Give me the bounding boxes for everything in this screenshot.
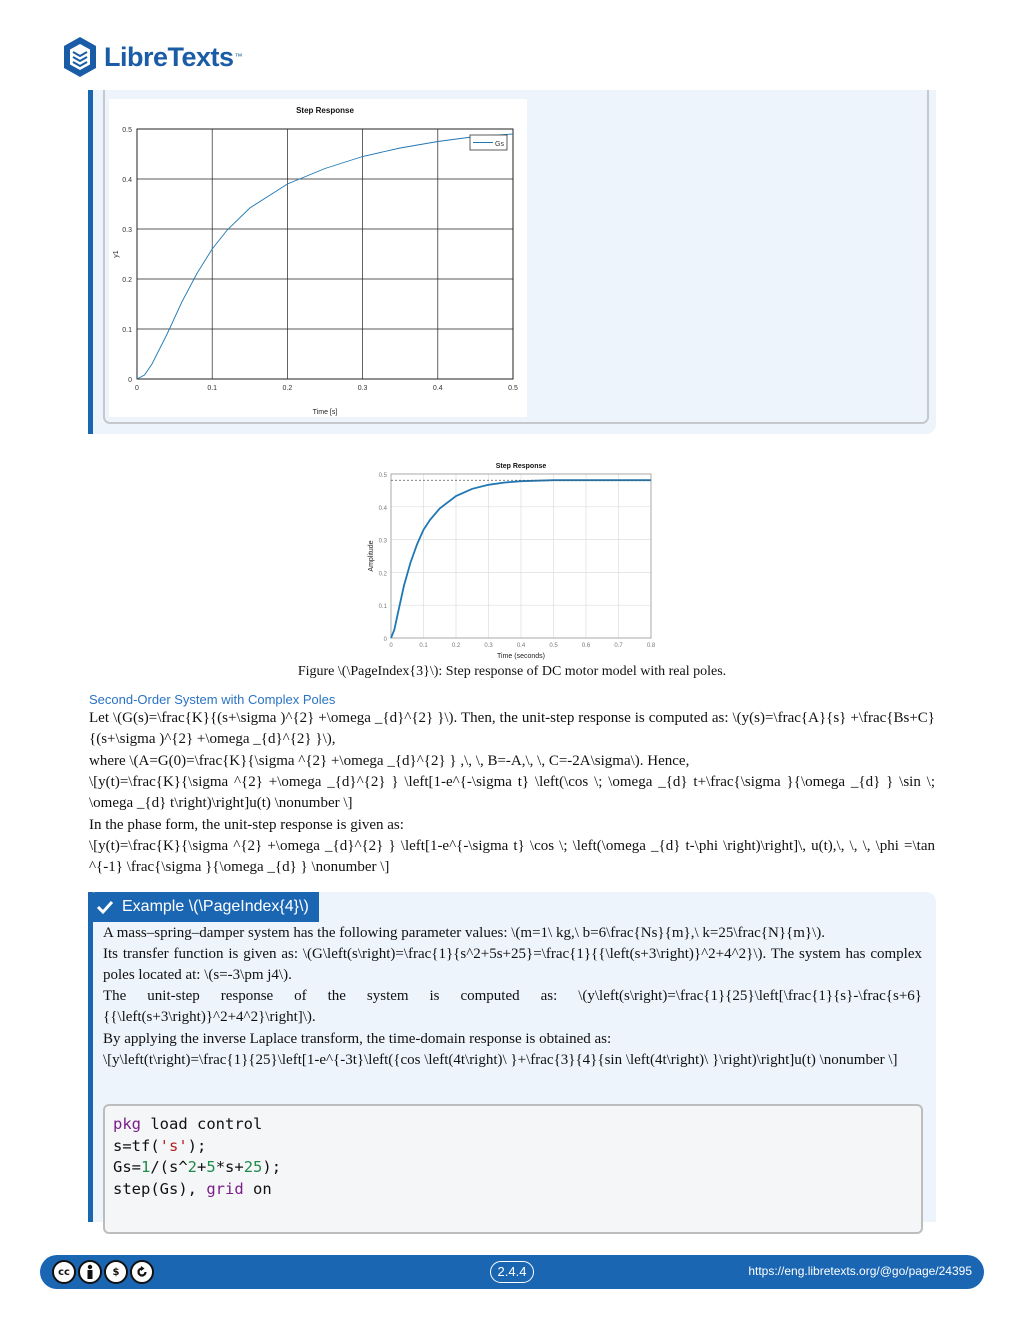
cc-icon: cc bbox=[52, 1260, 76, 1284]
libretexts-logo[interactable] bbox=[62, 36, 242, 78]
code-block[interactable]: pkg load control s=tf('s'); Gs=1/(s^2+5*s+25); step(Gs), grid on bbox=[103, 1104, 923, 1234]
x-tick-label: 0.8 bbox=[646, 643, 656, 649]
x-axis-label: Time (seconds) bbox=[497, 653, 545, 660]
x-tick-label: 0.3 bbox=[357, 385, 368, 392]
example-equation: \[y\left(t\right)=\frac{1}{25}\left[1-e^{-3t}\left({cos \left(4t\right)\ }+\frac{3}{4}{sin \left(4t\right)\ }\right)\right]u(t) \nonumber \] bbox=[103, 1052, 898, 1068]
x-tick-label: 0.5 bbox=[508, 385, 518, 392]
section-heading: Second-Order System with Complex Poles bbox=[89, 692, 336, 707]
y-tick-label: 0.2 bbox=[122, 277, 132, 284]
example-paragraph-4: By applying the inverse Laplace transform, the time-domain response is obtained as: bbox=[103, 1031, 612, 1047]
y-axis-label: y1 bbox=[113, 250, 120, 258]
step-response-plot-1 bbox=[109, 99, 527, 417]
legend-label: Gs bbox=[495, 141, 504, 148]
checkmark-icon bbox=[96, 899, 114, 915]
x-tick-label: 0.1 bbox=[207, 385, 218, 392]
paragraph-2: where \(A=G(0)=\frac{K}{\sigma ^{2} +\omega _{d}^{2} } ,\, \, B=-A,\, \, C=-2A\sigma\). Hence, bbox=[89, 753, 690, 769]
x-tick-label: 0.3 bbox=[484, 643, 493, 649]
chart-title: Step Response bbox=[296, 106, 354, 115]
x-tick-label: 0.2 bbox=[451, 643, 461, 649]
y-tick-label: 0.3 bbox=[378, 538, 387, 545]
step-response-plot-2 bbox=[364, 457, 662, 662]
y-tick-label: 0.3 bbox=[122, 227, 132, 234]
example-paragraph-2: Its transfer function is given as: \(G\left(s\right)=\frac{1}{s^2+5s+25}=\frac{1}{{\left(s+3\right)}^2+4^2}\). The system has complex poles located at: \(s=-3\pm j4\). bbox=[103, 946, 922, 983]
by-attribution-icon bbox=[78, 1260, 102, 1284]
page-number: 2.4.4 bbox=[490, 1261, 534, 1283]
y-tick-label: 0.1 bbox=[122, 327, 132, 334]
page-url[interactable]: https://eng.libretexts.org/@go/page/24395 bbox=[748, 1264, 972, 1278]
plot-axes-box bbox=[137, 129, 513, 379]
x-tick-label: 0.1 bbox=[419, 643, 428, 649]
paragraph-3: In the phase form, the unit-step response is given as: bbox=[89, 817, 404, 833]
x-tick-label: 0.6 bbox=[581, 643, 591, 649]
x-tick-label: 0.4 bbox=[516, 643, 526, 649]
example-paragraph-3: The unit-step response of the system is computed as: \(y\left(s\right)=\frac{1}{25}\left[\frac{1}{s}-\frac{s+6}{{\left(s+3\right)}^2+4^2}\right]\). bbox=[103, 988, 922, 1025]
y-tick-label: 0 bbox=[383, 637, 387, 643]
sa-sharealike-icon bbox=[130, 1260, 154, 1284]
y-tick-label: 0.4 bbox=[378, 505, 387, 512]
series-line bbox=[137, 134, 513, 379]
y-tick-label: 0.5 bbox=[378, 473, 387, 479]
y-tick-label: 0.1 bbox=[378, 604, 387, 611]
paragraph-1: Let \(G(s)=\frac{K}{(s+\sigma )^{2} +\omega _{d}^{2} }\). Then, the unit-step response is computed as: \(y(s)=\frac{A}{s} +\frac{Bs+C}{(s+\sigma )^{2} +\omega _{d}^{2} }\), bbox=[89, 710, 935, 747]
nc-noncommercial-icon: $ bbox=[104, 1260, 128, 1284]
x-tick-label: 0 bbox=[135, 385, 139, 392]
y-tick-label: 0.4 bbox=[122, 177, 132, 184]
x-tick-label: 0.4 bbox=[432, 385, 443, 392]
y-tick-label: 0.5 bbox=[122, 127, 132, 134]
figure-caption: Figure \(\PageIndex{3}\): Step response of DC motor model with real poles. bbox=[297, 664, 727, 679]
plot-2-svg bbox=[364, 457, 662, 662]
x-axis-label: Time [s] bbox=[312, 409, 338, 416]
chart-title: Step Response bbox=[495, 463, 547, 470]
y-axis-label: Amplitude bbox=[368, 540, 375, 572]
example-tab bbox=[88, 892, 319, 922]
cc-license-badge[interactable] bbox=[52, 1260, 154, 1284]
y-tick-label: 0 bbox=[128, 377, 132, 384]
y-tick-label: 0.2 bbox=[378, 571, 387, 578]
x-tick-label: 0.5 bbox=[549, 643, 558, 649]
example-paragraph-1: A mass–spring–damper system has the following parameter values: \(m=1\ kg,\ b=6\frac{Ns}{m},\ k=25\frac{N}{m}\). bbox=[103, 925, 825, 941]
x-tick-label: 0 bbox=[389, 643, 393, 649]
equation-2: \[y(t)=\frac{K}{\sigma ^{2} +\omega _{d}^{2} } \left[1-e^{-\sigma t} \cos \; \left(\omega _{d} t-\phi \right)\right]\, u(t),\, \, \, \phi =\tan ^{-1} \frac{\sigma }{\omega _{d} } \nonumber \] bbox=[89, 838, 935, 875]
logo-wordmark: LibreTexts™ bbox=[104, 41, 243, 72]
libretexts-hex-icon bbox=[62, 36, 98, 78]
equation-1: \[y(t)=\frac{K}{\sigma ^{2} +\omega _{d}^{2} } \left[1-e^{-\sigma t} \left(\cos \; \omega _{d} t+\frac{\sigma }{\omega _{d} } \sin \; \omega _{d} t\right)\right]u(t) \nonumber \] bbox=[89, 774, 935, 811]
x-tick-label: 0.2 bbox=[282, 385, 293, 392]
page-footer bbox=[40, 1255, 984, 1289]
plot-1-svg bbox=[109, 99, 527, 417]
example-title: Example \(\PageIndex{4}\) bbox=[122, 898, 309, 915]
x-tick-label: 0.7 bbox=[614, 643, 623, 649]
